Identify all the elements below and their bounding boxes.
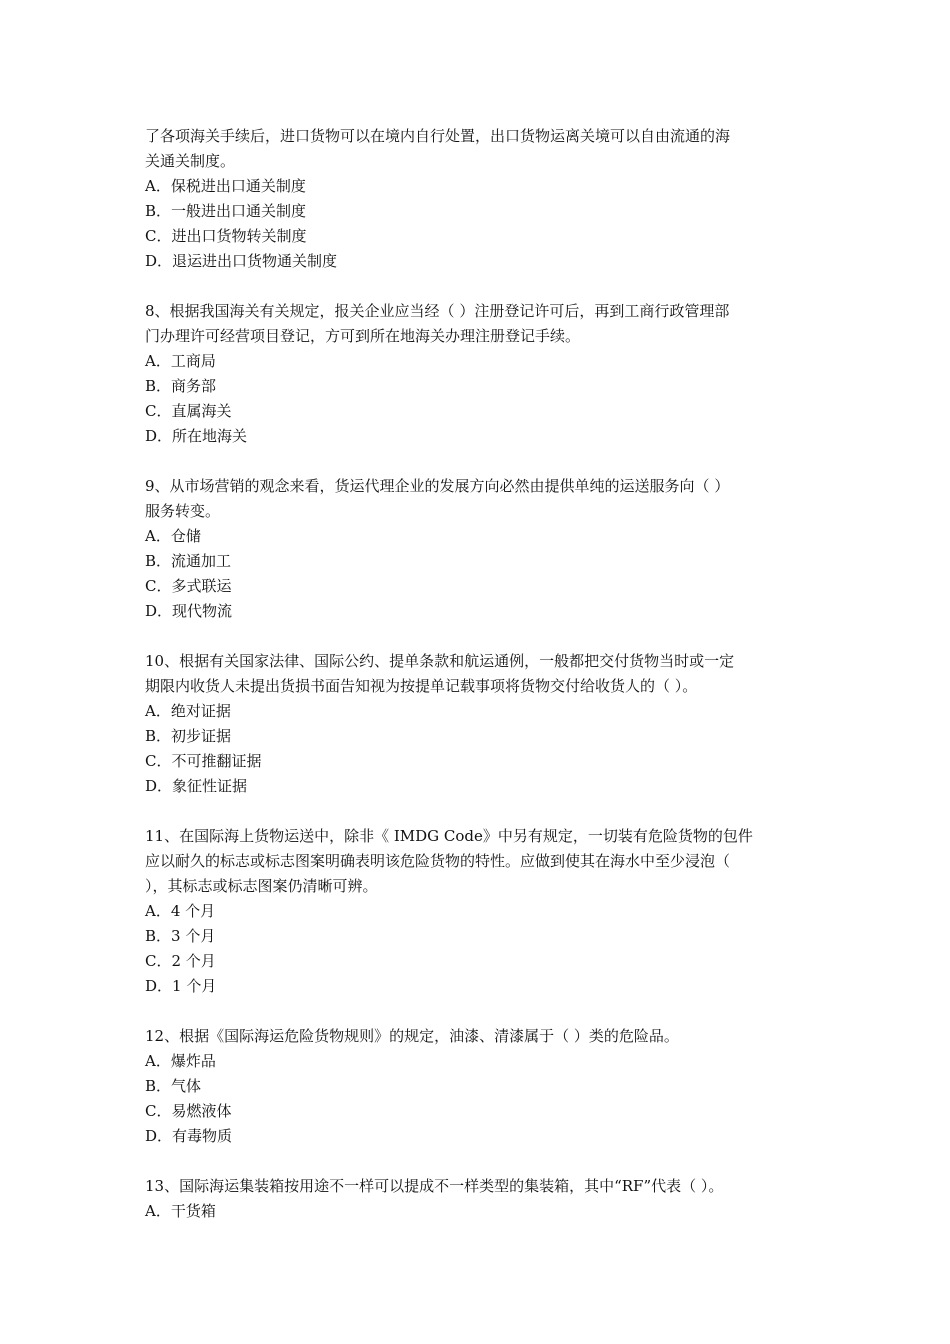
question-13-option-a: A．干货箱 xyxy=(145,1202,216,1220)
question-8-stem-line-1: 8、根据我国海关有关规定，报关企业应当经（ ）注册登记许可后，再到工商行政管理部 xyxy=(145,302,730,320)
question-12-option-a: A．爆炸品 xyxy=(145,1052,216,1070)
question-7-option-c: C．进出口货物转关制度 xyxy=(145,227,307,245)
question-9-option-d: D．现代物流 xyxy=(145,602,233,620)
question-9-option-b: B．流通加工 xyxy=(145,552,232,570)
question-11-option-d: D．1 个月 xyxy=(145,977,217,995)
question-10-option-a: A．绝对证据 xyxy=(145,702,231,720)
question-10 xyxy=(145,649,810,799)
paragraph-gap xyxy=(145,799,810,824)
question-9-option-c: C．多式联运 xyxy=(145,577,232,595)
question-8-option-a: A．工商局 xyxy=(145,352,216,370)
paragraph-gap xyxy=(145,624,810,649)
question-12 xyxy=(145,1024,810,1149)
question-10-option-b: B．初步证据 xyxy=(145,727,232,745)
question-10-stem-line-1: 10、根据有关国家法律、国际公约、提单条款和航运通例，一般都把交付货物当时或一定 xyxy=(145,652,735,670)
question-11-option-a: A．4 个月 xyxy=(145,902,216,920)
question-11-stem-line-2: 应以耐久的标志或标志图案明确表明该危险货物的特性。应做到使其在海水中至少浸泡（ xyxy=(145,852,731,870)
question-7-option-a: A．保税进出口通关制度 xyxy=(145,177,306,195)
question-8-option-c: C．直属海关 xyxy=(145,402,232,420)
paragraph-gap xyxy=(145,1149,810,1174)
question-11-stem-line-3: ），其标志或标志图案仍清晰可辨。 xyxy=(145,877,378,895)
question-10-option-d: D．象征性证据 xyxy=(145,777,248,795)
question-9-option-a: A．仓储 xyxy=(145,527,201,545)
question-13-stem-line-1: 13、国际海运集装箱按用途不一样可以提成不一样类型的集装箱，其中“RF”代表（ ）。 xyxy=(145,1177,724,1195)
question-12-option-d: D．有毒物质 xyxy=(145,1127,233,1145)
question-7-option-b: B．一般进出口通关制度 xyxy=(145,202,307,220)
paragraph-gap xyxy=(145,274,810,299)
document-page xyxy=(145,124,810,1224)
question-13 xyxy=(145,1174,810,1224)
question-9-stem-line-1: 9、从市场营销的观念来看，货运代理企业的发展方向必然由提供单纯的运送服务向（ ） xyxy=(145,477,730,495)
question-12-option-b: B．气体 xyxy=(145,1077,202,1095)
question-9 xyxy=(145,474,810,624)
question-7-stem-line-2: 关通关制度。 xyxy=(145,152,236,170)
question-8-option-d: D．所在地海关 xyxy=(145,427,248,445)
question-11 xyxy=(145,824,810,999)
question-11-option-b: B．3 个月 xyxy=(145,927,216,945)
question-8-option-b: B．商务部 xyxy=(145,377,217,395)
question-7-stem-line-1: 了各项海关手续后，进口货物可以在境内自行处置，出口货物运离关境可以自由流通的海 xyxy=(145,127,731,145)
paragraph-gap xyxy=(145,999,810,1024)
question-10-stem-line-2: 期限内收货人未提出货损书面告知视为按提单记载事项将货物交付给收货人的（ ）。 xyxy=(145,677,698,695)
question-11-stem-line-1: 11、在国际海上货物运送中，除非《 IMDG Code》中另有规定，一切装有危险货物的包件 xyxy=(145,827,753,845)
question-12-option-c: C．易燃液体 xyxy=(145,1102,232,1120)
question-8-stem-line-2: 门办理许可经营项目登记，方可到所在地海关办理注册登记手续。 xyxy=(145,327,581,345)
question-7-option-d: D．退运进出口货物通关制度 xyxy=(145,252,338,270)
paragraph-gap xyxy=(145,449,810,474)
question-8 xyxy=(145,299,810,449)
question-10-option-c: C．不可推翻证据 xyxy=(145,752,262,770)
question-9-stem-line-2: 服务转变。 xyxy=(145,502,221,520)
question-11-option-c: C．2 个月 xyxy=(145,952,216,970)
question-7 xyxy=(145,124,810,274)
question-12-stem-line-1: 12、根据《国际海运危险货物规则》的规定，油漆、清漆属于（ ）类的危险品。 xyxy=(145,1027,679,1045)
